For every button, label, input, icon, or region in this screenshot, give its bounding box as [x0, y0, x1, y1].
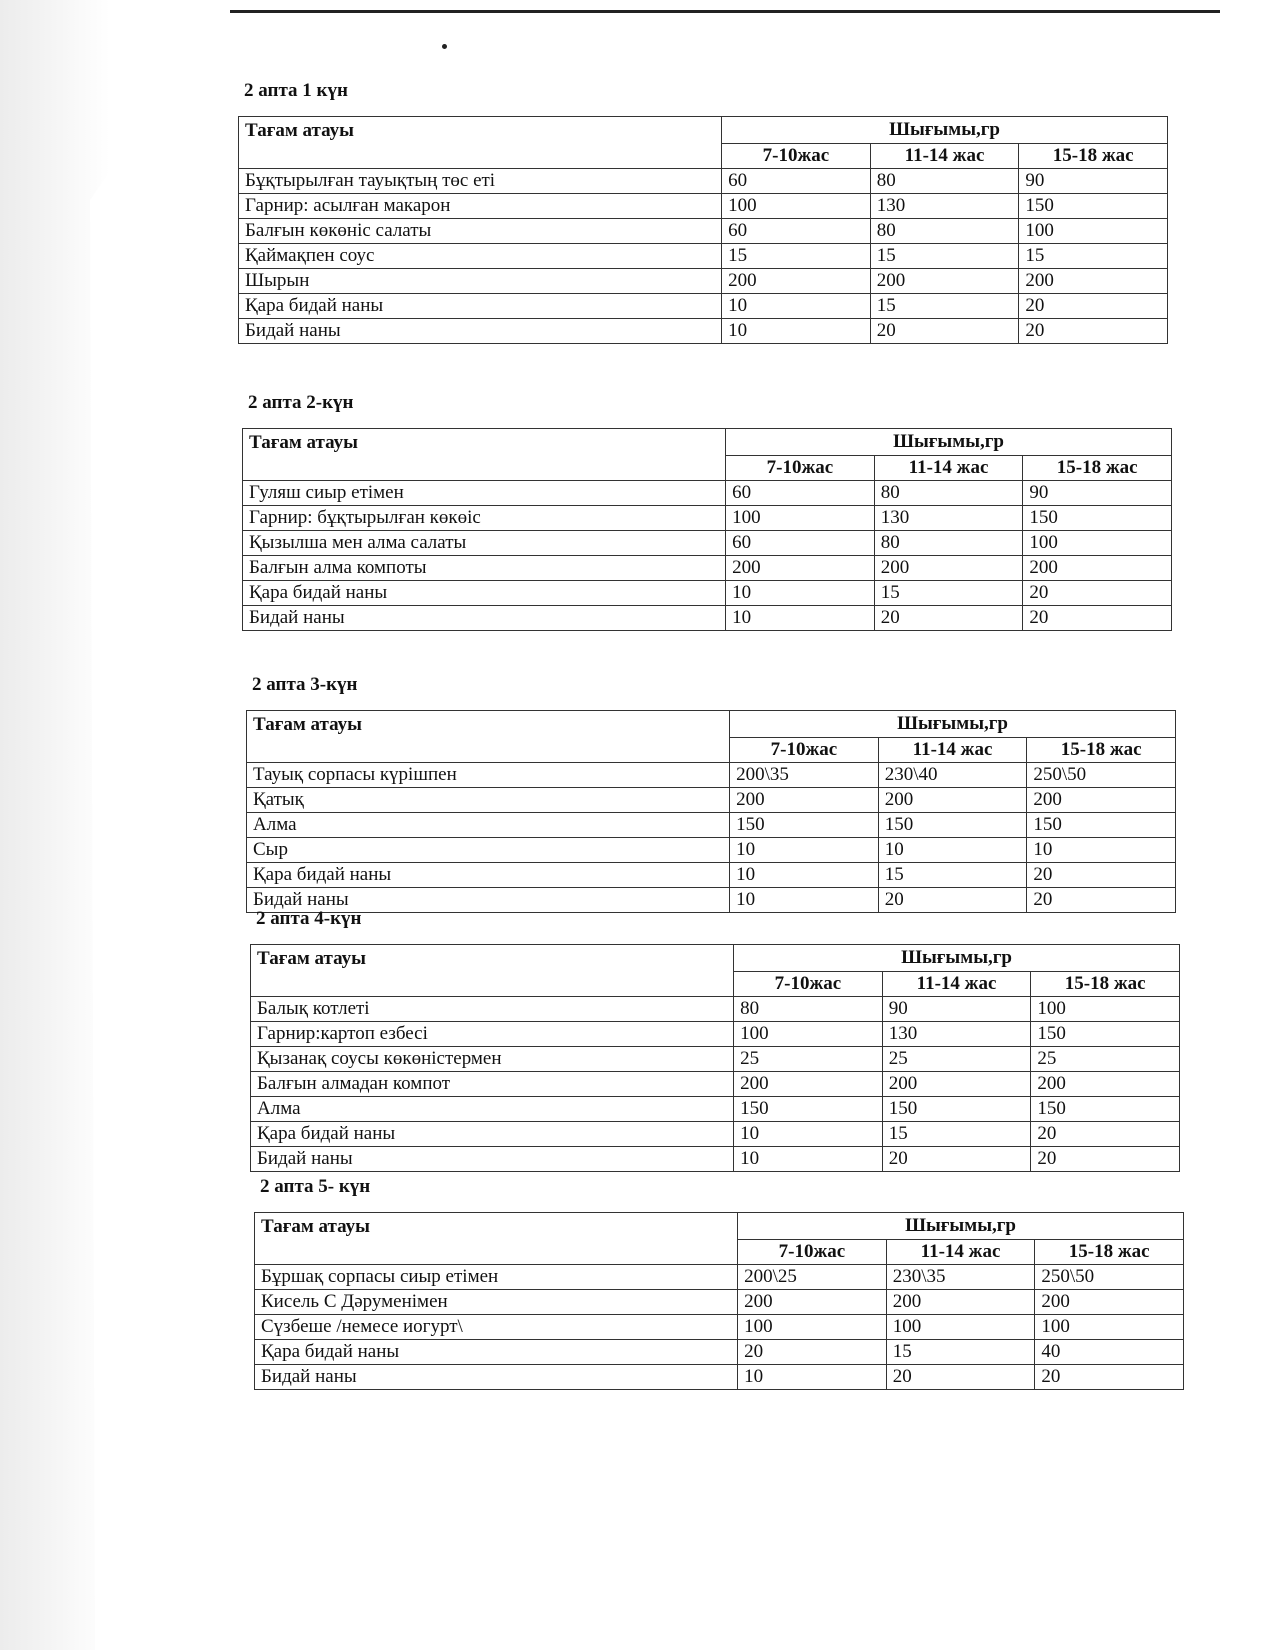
age-group-header: 7-10жас [738, 1240, 887, 1265]
scan-edge-shadow [0, 0, 230, 1650]
portion-value: 10 [734, 1147, 883, 1172]
portion-value: 20 [1023, 581, 1172, 606]
age-group-header: 11-14 жас [882, 972, 1031, 997]
table-row [247, 813, 1176, 838]
portion-value: 130 [882, 1022, 1031, 1047]
portion-value: 230\40 [878, 763, 1027, 788]
portion-value: 20 [1031, 1122, 1180, 1147]
table-row [239, 194, 1168, 219]
portion-value: 25 [882, 1047, 1031, 1072]
portion-value: 230\35 [886, 1265, 1035, 1290]
portion-value: 60 [722, 219, 871, 244]
portion-value: 150 [1023, 506, 1172, 531]
table-row [239, 244, 1168, 269]
portion-value: 10 [722, 294, 871, 319]
table-row [239, 169, 1168, 194]
table-row [247, 763, 1176, 788]
portion-value: 80 [870, 169, 1019, 194]
table-row [255, 1365, 1184, 1390]
age-group-header: 15-18 жас [1023, 456, 1172, 481]
yield-column-header: Шығымы,гр [722, 117, 1168, 144]
portion-value: 150 [1019, 194, 1168, 219]
portion-value: 100 [1035, 1315, 1184, 1340]
name-column-header: Тағам атауы [247, 711, 730, 763]
table-row [243, 531, 1172, 556]
portion-value: 15 [878, 863, 1027, 888]
yield-column-header: Шығымы,гр [726, 429, 1172, 456]
yield-column-header: Шығымы,гр [730, 711, 1176, 738]
portion-value: 10 [726, 606, 875, 631]
portion-value: 200 [734, 1072, 883, 1097]
portion-value: 200 [1027, 788, 1176, 813]
portion-value: 100 [726, 506, 875, 531]
day-title: 2 апта 2-күн [248, 392, 354, 413]
name-column-header: Тағам атауы [243, 429, 726, 481]
dish-name: Бұршақ сорпасы сиыр етімен [255, 1265, 738, 1290]
portion-value: 90 [1019, 169, 1168, 194]
portion-value: 60 [726, 531, 875, 556]
age-group-header: 15-18 жас [1019, 144, 1168, 169]
portion-value: 20 [1019, 294, 1168, 319]
age-group-header: 7-10жас [730, 738, 879, 763]
dish-name: Балғын алмадан компот [251, 1072, 734, 1097]
table-row [239, 319, 1168, 344]
portion-value: 100 [886, 1315, 1035, 1340]
menu-table [242, 428, 1172, 631]
age-group-header: 11-14 жас [874, 456, 1023, 481]
portion-value: 80 [874, 481, 1023, 506]
portion-value: 10 [734, 1122, 883, 1147]
portion-value: 20 [874, 606, 1023, 631]
portion-value: 15 [870, 244, 1019, 269]
portion-value: 150 [1031, 1022, 1180, 1047]
age-group-header: 11-14 жас [870, 144, 1019, 169]
name-column-header: Тағам атауы [251, 945, 734, 997]
dish-name: Гуляш сиыр етімен [243, 481, 726, 506]
portion-value: 20 [882, 1147, 1031, 1172]
table-row [243, 581, 1172, 606]
dish-name: Қара бидай наны [247, 863, 730, 888]
portion-value: 200 [874, 556, 1023, 581]
portion-value: 100 [738, 1315, 887, 1340]
portion-value: 100 [734, 1022, 883, 1047]
portion-value: 100 [1023, 531, 1172, 556]
portion-value: 60 [722, 169, 871, 194]
age-group-header: 7-10жас [734, 972, 883, 997]
portion-value: 200 [730, 788, 879, 813]
portion-value: 80 [870, 219, 1019, 244]
dish-name: Бидай наны [255, 1365, 738, 1390]
table-row [247, 838, 1176, 863]
name-column-header: Тағам атауы [255, 1213, 738, 1265]
dish-name: Бидай наны [243, 606, 726, 631]
portion-value: 200 [1023, 556, 1172, 581]
age-group-header: 7-10жас [722, 144, 871, 169]
portion-value: 15 [874, 581, 1023, 606]
yield-column-header: Шығымы,гр [738, 1213, 1184, 1240]
age-group-header: 7-10жас [726, 456, 875, 481]
portion-value: 250\50 [1027, 763, 1176, 788]
age-group-header: 15-18 жас [1035, 1240, 1184, 1265]
table-row [251, 1122, 1180, 1147]
table-row [243, 506, 1172, 531]
portion-value: 15 [870, 294, 1019, 319]
dish-name: Қызанақ соусы көкөністермен [251, 1047, 734, 1072]
portion-value: 200\25 [738, 1265, 887, 1290]
day-section-4 [250, 908, 1180, 1172]
portion-value: 80 [734, 997, 883, 1022]
dish-name: Қаймақпен соус [239, 244, 722, 269]
portion-value: 200 [722, 269, 871, 294]
table-row [251, 1022, 1180, 1047]
table-row [251, 1047, 1180, 1072]
table-row [243, 606, 1172, 631]
day-title: 2 апта 5- күн [260, 1176, 371, 1197]
portion-value: 25 [1031, 1047, 1180, 1072]
portion-value: 20 [1031, 1147, 1180, 1172]
table-row [255, 1340, 1184, 1365]
age-group-header: 11-14 жас [878, 738, 1027, 763]
portion-value: 10 [738, 1365, 887, 1390]
portion-value: 10 [878, 838, 1027, 863]
dish-name: Сүзбеше /немесе иогурт\ [255, 1315, 738, 1340]
portion-value: 200 [726, 556, 875, 581]
day-section-2 [242, 392, 1172, 631]
dish-name: Тауық сорпасы күрішпен [247, 763, 730, 788]
portion-value: 200 [882, 1072, 1031, 1097]
portion-value: 20 [1019, 319, 1168, 344]
portion-value: 90 [1023, 481, 1172, 506]
age-group-header: 11-14 жас [886, 1240, 1035, 1265]
portion-value: 80 [874, 531, 1023, 556]
menu-table [246, 710, 1176, 913]
portion-value: 25 [734, 1047, 883, 1072]
portion-value: 20 [1027, 888, 1176, 913]
portion-value: 150 [878, 813, 1027, 838]
day-title: 2 апта 3-күн [252, 674, 358, 695]
dish-name: Бидай наны [251, 1147, 734, 1172]
table-row [255, 1290, 1184, 1315]
portion-value: 200 [1019, 269, 1168, 294]
table-row [255, 1315, 1184, 1340]
menu-table [238, 116, 1168, 344]
portion-value: 20 [1023, 606, 1172, 631]
portion-value: 10 [726, 581, 875, 606]
top-rule [230, 10, 1220, 13]
dish-name: Балғын көкөніс салаты [239, 219, 722, 244]
day-section-5 [254, 1176, 1184, 1390]
scan-dot [442, 44, 447, 49]
portion-value: 40 [1035, 1340, 1184, 1365]
portion-value: 100 [1031, 997, 1180, 1022]
dish-name: Шырын [239, 269, 722, 294]
dish-name: Алма [251, 1097, 734, 1122]
day-section-3 [246, 674, 1176, 913]
portion-value: 20 [870, 319, 1019, 344]
portion-value: 130 [874, 506, 1023, 531]
name-column-header: Тағам атауы [239, 117, 722, 169]
dish-name: Гарнир: бұқтырылған көкөіс [243, 506, 726, 531]
table-row [255, 1265, 1184, 1290]
portion-value: 130 [870, 194, 1019, 219]
table-row [239, 219, 1168, 244]
dish-name: Кисель С Дәруменімен [255, 1290, 738, 1315]
table-row [243, 481, 1172, 506]
day-title: 2 апта 1 күн [244, 80, 348, 101]
day-section-1 [238, 80, 1168, 344]
portion-value: 20 [878, 888, 1027, 913]
table-row [251, 1147, 1180, 1172]
dish-name: Гарнир: асылған макарон [239, 194, 722, 219]
dish-name: Қара бидай наны [251, 1122, 734, 1147]
table-row [239, 269, 1168, 294]
dish-name: Алма [247, 813, 730, 838]
table-row [251, 1072, 1180, 1097]
portion-value: 200 [878, 788, 1027, 813]
portion-value: 100 [722, 194, 871, 219]
portion-value: 20 [1035, 1365, 1184, 1390]
portion-value: 200 [870, 269, 1019, 294]
portion-value: 10 [730, 863, 879, 888]
portion-value: 150 [730, 813, 879, 838]
dish-name: Бұқтырылған тауықтың төс еті [239, 169, 722, 194]
portion-value: 200 [1031, 1072, 1180, 1097]
portion-value: 20 [1027, 863, 1176, 888]
portion-value: 10 [730, 888, 879, 913]
table-row [239, 294, 1168, 319]
portion-value: 150 [1031, 1097, 1180, 1122]
dish-name: Қара бидай наны [255, 1340, 738, 1365]
portion-value: 20 [886, 1365, 1035, 1390]
portion-value: 15 [882, 1122, 1031, 1147]
day-title: 2 апта 4-күн [256, 908, 362, 929]
portion-value: 150 [882, 1097, 1031, 1122]
dish-name: Қара бидай наны [239, 294, 722, 319]
portion-value: 200 [886, 1290, 1035, 1315]
portion-value: 150 [734, 1097, 883, 1122]
yield-column-header: Шығымы,гр [734, 945, 1180, 972]
portion-value: 200 [738, 1290, 887, 1315]
dish-name: Сыр [247, 838, 730, 863]
dish-name: Қатық [247, 788, 730, 813]
portion-value: 15 [722, 244, 871, 269]
dish-name: Қызылша мен алма салаты [243, 531, 726, 556]
portion-value: 90 [882, 997, 1031, 1022]
portion-value: 10 [1027, 838, 1176, 863]
age-group-header: 15-18 жас [1027, 738, 1176, 763]
portion-value: 150 [1027, 813, 1176, 838]
table-row [251, 997, 1180, 1022]
portion-value: 200 [1035, 1290, 1184, 1315]
portion-value: 15 [886, 1340, 1035, 1365]
dish-name: Балғын алма компоты [243, 556, 726, 581]
portion-value: 10 [722, 319, 871, 344]
menu-table [250, 944, 1180, 1172]
portion-value: 100 [1019, 219, 1168, 244]
age-group-header: 15-18 жас [1031, 972, 1180, 997]
dish-name: Қара бидай наны [243, 581, 726, 606]
dish-name: Бидай наны [247, 888, 730, 913]
table-row [243, 556, 1172, 581]
dish-name: Бидай наны [239, 319, 722, 344]
dish-name: Балық котлеті [251, 997, 734, 1022]
portion-value: 15 [1019, 244, 1168, 269]
dish-name: Гарнир:картоп езбесі [251, 1022, 734, 1047]
table-row [247, 863, 1176, 888]
portion-value: 250\50 [1035, 1265, 1184, 1290]
menu-table [254, 1212, 1184, 1390]
table-row [247, 788, 1176, 813]
portion-value: 10 [730, 838, 879, 863]
portion-value: 60 [726, 481, 875, 506]
portion-value: 200\35 [730, 763, 879, 788]
table-row [251, 1097, 1180, 1122]
portion-value: 20 [738, 1340, 887, 1365]
